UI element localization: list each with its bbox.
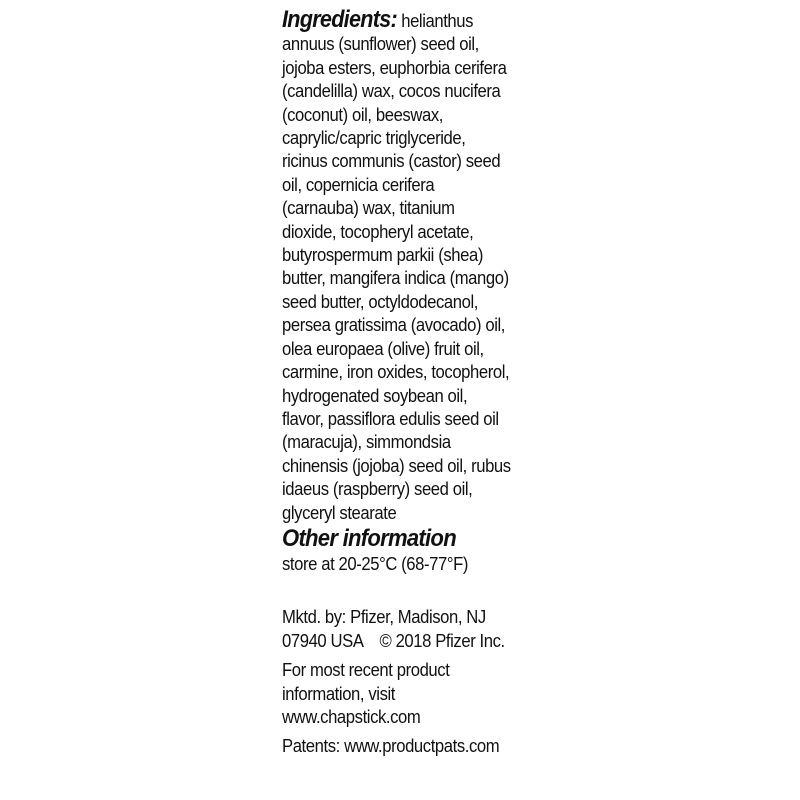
product-info-line: information, visit — [282, 682, 396, 704]
other-information-section — [282, 552, 544, 575]
ingredients-line: (candelilla) wax, cocos nucifera — [282, 80, 501, 102]
other-information-heading: Other information — [282, 524, 456, 552]
product-info-section — [282, 658, 544, 728]
marketer-line: Mktd. by: Pfizer, Madison, NJ — [282, 606, 486, 628]
patents-text: Patents: www.productpats.com — [282, 735, 500, 757]
ingredients-line: flavor, passiflora edulis seed oil — [282, 407, 499, 429]
ingredients-line: (maracuja), simmondsia — [282, 431, 451, 453]
ingredients-line: glyceryl stearate — [282, 501, 397, 523]
ingredients-line: (carnauba) wax, titanium — [282, 197, 455, 219]
patents-section — [282, 734, 544, 757]
ingredients-section — [282, 8, 544, 524]
ingredients-line: (coconut) oil, beeswax, — [282, 103, 443, 125]
ingredients-line: chinensis (jojoba) seed oil, rubus — [282, 454, 511, 476]
ingredients-text: helianthus — [401, 10, 474, 31]
ingredients-line: jojoba esters, euphorbia cerifera — [282, 56, 507, 78]
ingredients-line: butyrospermum parkii (shea) — [282, 244, 483, 266]
ingredients-line: hydrogenated soybean oil, — [282, 384, 468, 406]
ingredients-line: oil, copernicia cerifera — [282, 173, 435, 195]
ingredients-line: annuus (sunflower) seed oil, — [282, 33, 479, 55]
ingredients-line: dioxide, tocopheryl acetate, — [282, 220, 474, 242]
ingredients-heading: Ingredients: — [282, 6, 397, 33]
ingredients-line: idaeus (raspberry) seed oil, — [282, 478, 473, 500]
ingredients-line: olea europaea (olive) fruit oil, — [282, 337, 484, 359]
website-text: www.chapstick.com — [282, 705, 421, 727]
marketer-line: 07940 USA © 2018 Pfizer Inc. — [282, 629, 505, 651]
ingredients-line: seed butter, octyldodecanol, — [282, 290, 479, 312]
product-info-line: For most recent product — [282, 659, 450, 681]
ingredients-line: ricinus communis (castor) seed — [282, 150, 501, 172]
ingredients-line: persea gratissima (avocado) oil, — [282, 314, 506, 336]
marketer-section — [282, 605, 544, 652]
drug-facts-label — [282, 8, 544, 758]
ingredients-line: butter, mangifera indica (mango) — [282, 267, 509, 289]
ingredients-line: caprylic/capric triglyceride, — [282, 127, 466, 149]
storage-text: store at 20-25°C (68-77°F) — [282, 552, 469, 574]
ingredients-first-line — [282, 8, 544, 32]
ingredients-line: carmine, iron oxides, tocopherol, — [282, 361, 510, 383]
